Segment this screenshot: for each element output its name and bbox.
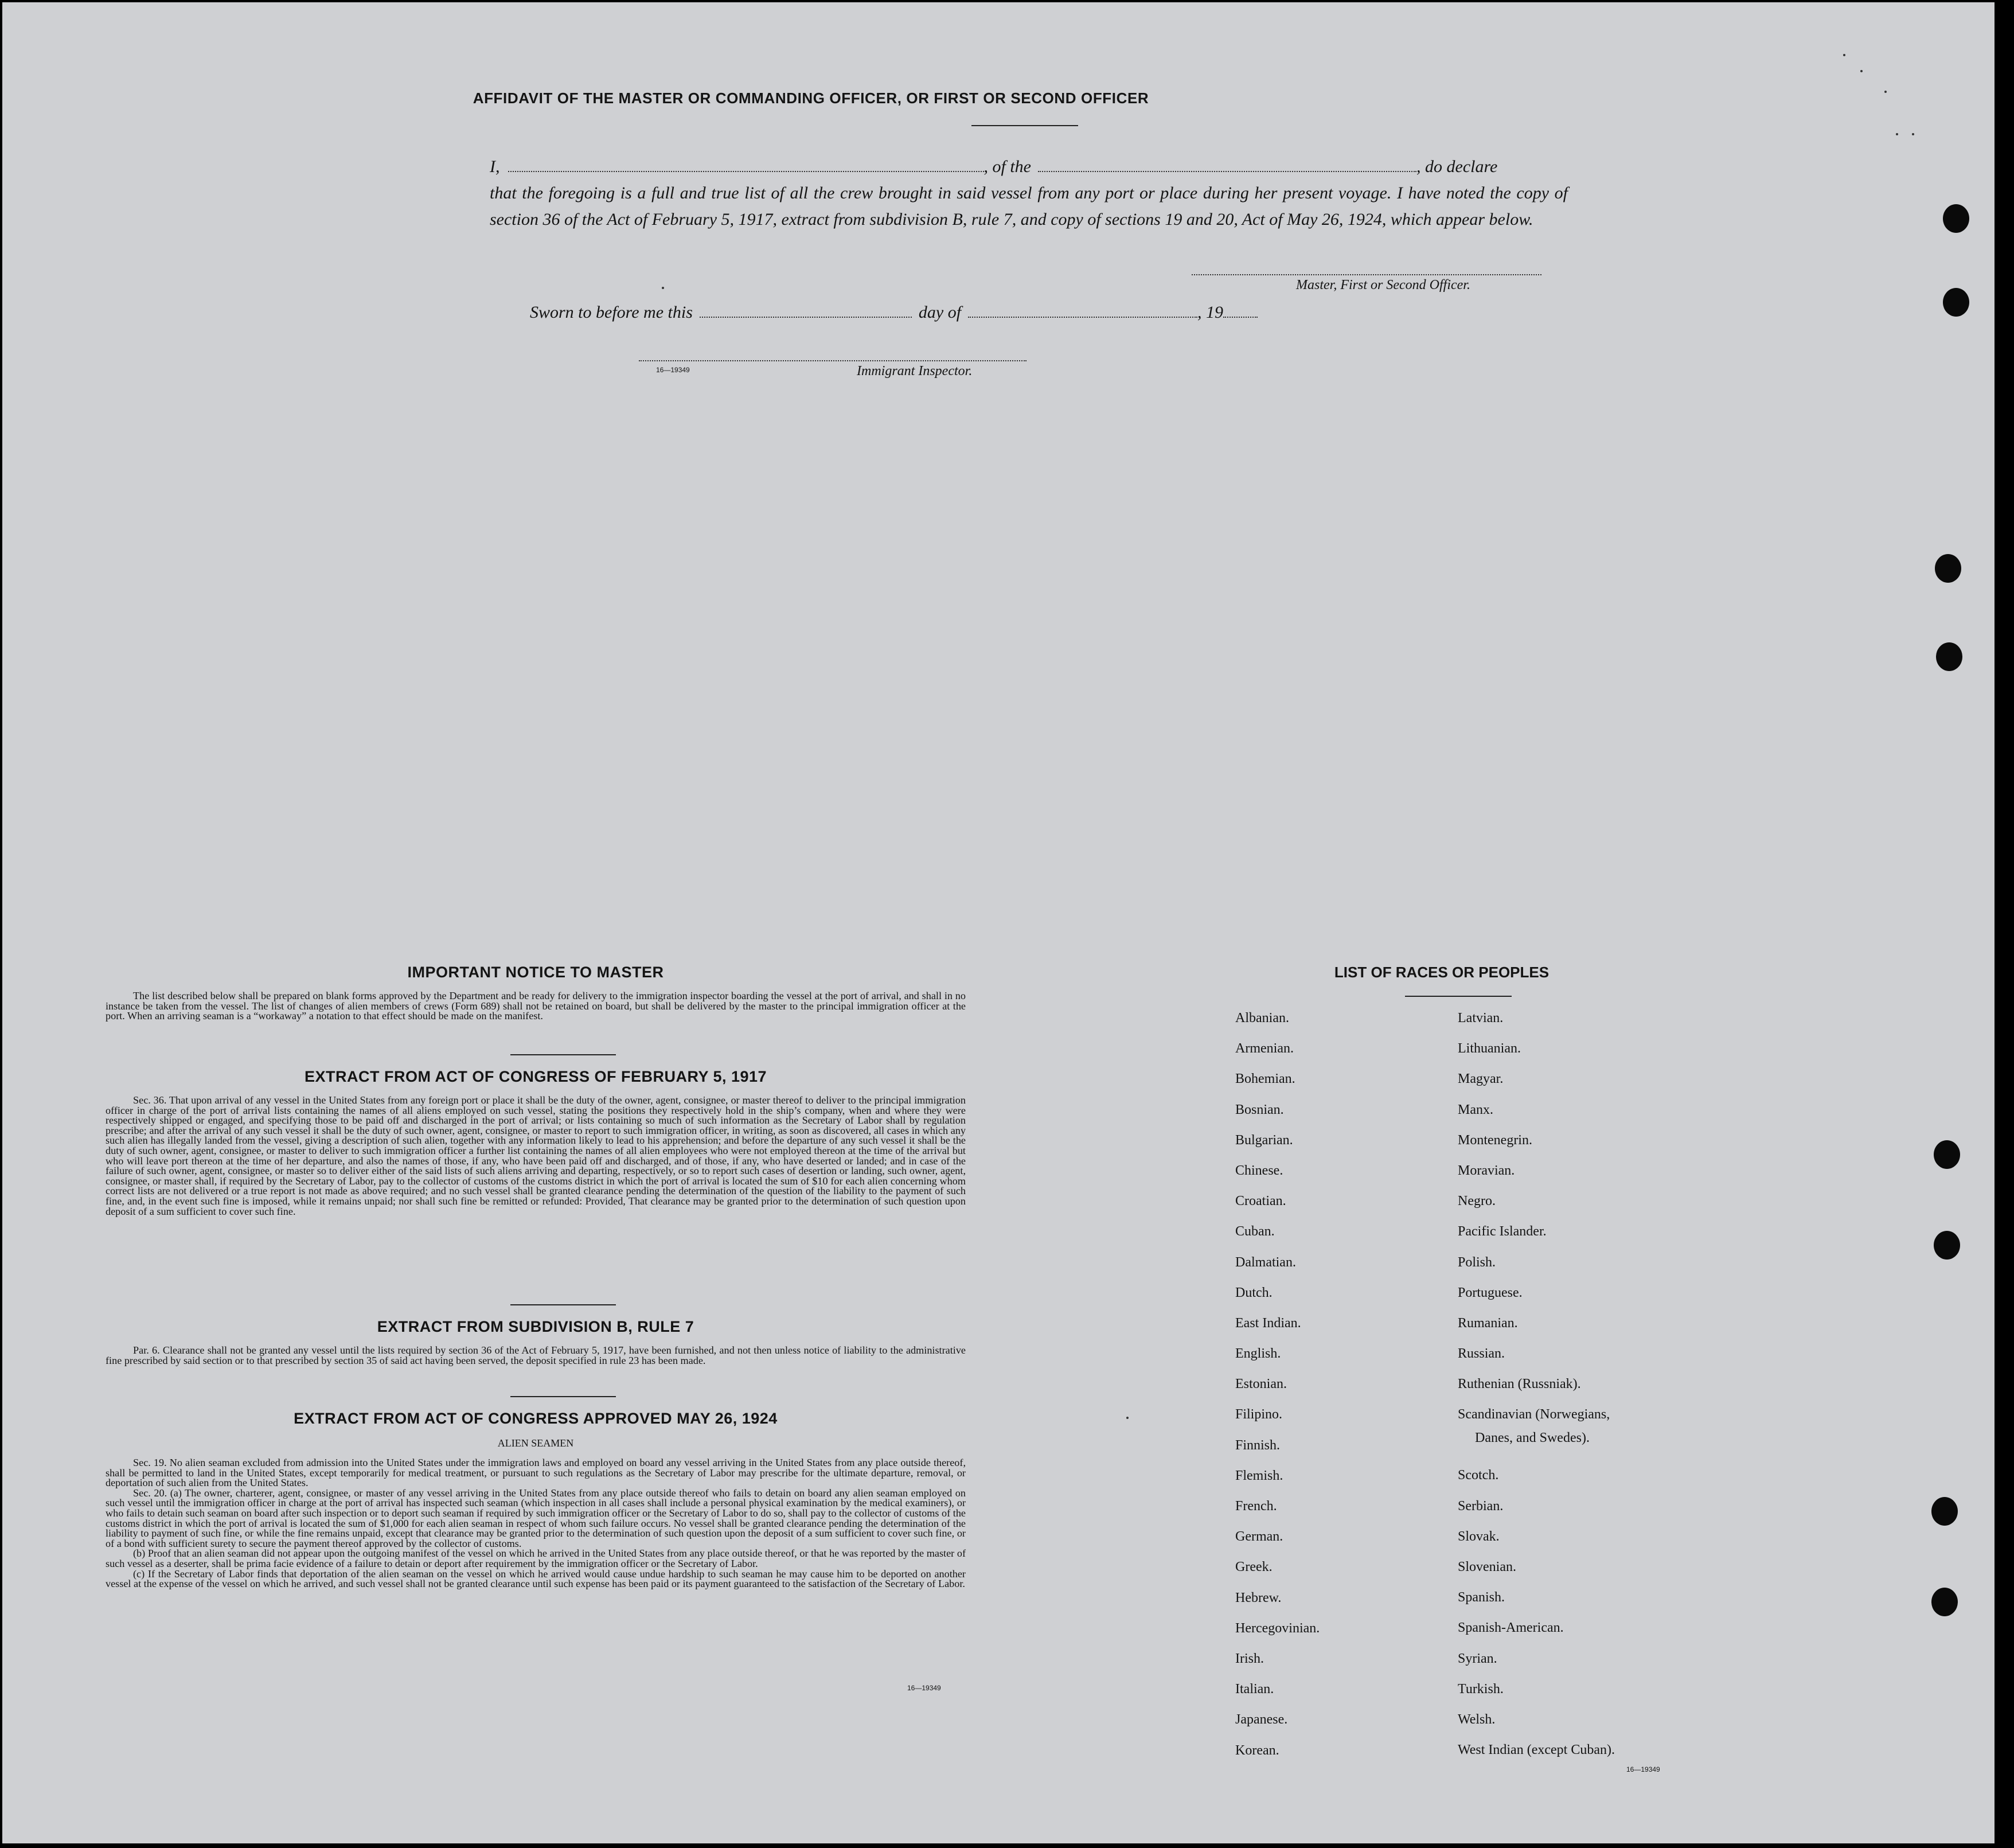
race-item: Latvian. (1458, 1011, 1504, 1026)
race-item: Croatian. (1235, 1194, 1286, 1209)
extract-1924-title: EXTRACT FROM ACT OF CONGRESS APPROVED MAY 26, 1924 (294, 1410, 778, 1427)
race-item: Filipino. (1235, 1407, 1283, 1422)
sworn-year-field[interactable] (1223, 304, 1258, 318)
punch-hole (1934, 1140, 1960, 1169)
extract-1917-title: EXTRACT FROM ACT OF CONGRESS OF FEBRUARY 5, 1917 (304, 1068, 767, 1085)
race-item: Korean. (1235, 1742, 1279, 1758)
extract-rule7-text: Par. 6. Clearance shall not be granted any vessel until the lists required by section 36 of the Act of February 5, 1917, have been furnished, and not then unless notice of liability to the administrative fine prescribed by said section or to that prescribed by section 35 of said act having been served, the deposit specified in rule 23 has been made. (106, 1344, 966, 1366)
race-item: Polish. (1458, 1254, 1496, 1270)
race-item: Manx. (1458, 1102, 1493, 1117)
race-item: French. (1235, 1499, 1277, 1514)
affidavit-body (490, 154, 1568, 233)
of-the-label: , of the (983, 157, 1031, 176)
speck (1896, 133, 1898, 135)
race-item: German. (1235, 1529, 1283, 1545)
race-item: Scandinavian (Norwegians, (1458, 1407, 1610, 1422)
extract-1917-text: Sec. 36. That upon arrival of any vessel in the United States from any foreign port or place it shall be the duty of the owner, agent, consignee, or master thereof to deliver to the principal immigration officer in charge of the port of arrival lists containing the names of all aliens employed on such vessel, stating the positions they respectively hold in the ship’s company, when and where they were respectively shipped or engaged, and specifying those to be paid off and discharged in the port of arrival; or lists containing so much of such information as the Secretary of Labor shall by regulation prescribe; and after the arrival of any such vessel it shall be the duty of such owner, agent, consignee, or master to report to such immigration officer, in writing, as soon as discovered, all cases in which any such alien has illegally landed from the vessel, giving a description of such alien, together with any information likely to lead to his apprehension; and before the departure of any such vessel it shall be the duty of such owner, agent, consignee, or master to deliver to such immigration officer a further list containing the names of all alien employees who were not employed thereon at the time of the arrival but who will leave port thereon at the time of her departure, and also the names of those, if any, who have been paid off and discharged, and of those, if any, who have deserted or landed; and in case of the failure of such owner, agent, consignee, or master so to deliver either of the said lists of such aliens arriving and departing, respectively, or so to report such cases of desertion or landing, such owner, agent, consignee, or master shall, if required by the Secretary of Labor, pay to the collector of customs of the customs district in which the port of arrival is located the sum of $10 for each alien concerning whom correct lists are not delivered or a true report is not made as above required; and no such vessel shall be granted clearance pending the determination of the question of the liability to the payment of such fine, and, in the event such fine is imposed, while it remains unpaid; nor shall such fine be remitted or refunded: Provided, That clearance may be granted prior to the determination of such question upon deposit of a sum sufficient to cover such fine. (106, 1094, 966, 1217)
race-item: Montenegrin. (1458, 1132, 1532, 1148)
sworn-line (530, 303, 1258, 322)
do-declare-label: , do declare (1416, 157, 1498, 176)
race-item: Chinese. (1235, 1163, 1283, 1178)
race-item: Finnish. (1235, 1437, 1281, 1453)
race-item: Hercegovinian. (1235, 1620, 1320, 1636)
year-label: , 19 (1197, 303, 1224, 322)
race-item: Greek. (1235, 1560, 1273, 1575)
section-divider (510, 1304, 616, 1305)
speck (1843, 54, 1845, 56)
race-item: Dutch. (1235, 1285, 1273, 1300)
sec20c-text: (c) If the Secretary of Labor finds that deportation of the alien seaman on the vessel on which he arrived would cause undue hardship to such seaman he may cause him to be deported on another vessel at the expense of the vessel on which he arrived, and such vessel shall not be granted clearance until such expense has been paid or its payment guaranteed to the satisfaction of the Secretary of Labor. (106, 1568, 966, 1590)
race-item: Moravian. (1458, 1163, 1515, 1178)
race-item: Negro. (1458, 1194, 1496, 1209)
race-item: Slovak. (1458, 1529, 1500, 1544)
race-item: East Indian. (1235, 1315, 1301, 1331)
race-item: Lithuanian. (1458, 1041, 1521, 1056)
section-divider (510, 1054, 616, 1055)
inspector-label: Immigrant Inspector. (857, 364, 973, 379)
race-item: Italian. (1235, 1682, 1274, 1697)
race-item: Welsh. (1458, 1711, 1496, 1727)
speck (1860, 70, 1863, 72)
race-item: Spanish. (1458, 1590, 1505, 1605)
day-of-label: day of (918, 303, 962, 322)
race-item: Irish. (1235, 1651, 1264, 1666)
punch-hole (1943, 288, 1969, 317)
race-item: Slovenian. (1458, 1560, 1516, 1574)
race-item: West Indian (except Cuban). (1458, 1742, 1615, 1758)
race-item: Estonian. (1235, 1377, 1287, 1392)
punch-hole (1934, 1231, 1960, 1260)
race-item: Bulgarian. (1235, 1132, 1293, 1148)
affidavit-title: AFFIDAVIT OF THE MASTER OR COMMANDING OFFICER, OR FIRST OR SECOND OFFICER (473, 89, 1149, 107)
race-item: Serbian. (1458, 1498, 1504, 1514)
race-item: Bosnian. (1235, 1102, 1284, 1117)
races-title: LIST OF RACES OR PEOPLES (1334, 964, 1549, 981)
race-item: Dalmatian. (1235, 1254, 1296, 1270)
race-item: Bohemian. (1235, 1071, 1295, 1087)
form-sheet (2, 2, 1995, 1843)
sec20b-text: (b) Proof that an alien seaman did not appear upon the outgoing manifest of the vessel on which he arrived in the United States from any place outside thereof, or that he was reported by the master of such vessel as a deserter, shall be prima facie evidence of a failure to detain or deport after requirement by the immigration officer or the Secretary of Labor. (106, 1547, 966, 1569)
race-item: Japanese. (1235, 1712, 1288, 1728)
name-field[interactable] (508, 158, 984, 172)
declaration-line (490, 154, 1568, 180)
races-column-1 (1235, 1009, 1320, 1772)
speck (1126, 1417, 1129, 1419)
scandinavian-continuation: Danes, and Swedes). (1475, 1430, 1590, 1445)
punch-hole (1931, 1588, 1958, 1616)
sec19-text: Sec. 19. No alien seaman excluded from admission into the United States under the immigration laws and employed on board any vessel arriving in the United States from any place outside thereof, shall be permitted to land in the United States, except temporarily for medical treatment, or pursuant to such regulations as the Secretary of Labor may prescribe for the ultimate departure, removal, or deportation of such alien from the United States. (106, 1457, 966, 1489)
master-signature-label: Master, First or Second Officer. (1296, 278, 1470, 293)
race-item: Cuban. (1235, 1224, 1275, 1239)
races-title-divider (1405, 996, 1512, 997)
punch-hole (1935, 554, 1961, 583)
speck (1884, 91, 1887, 93)
speck (662, 287, 664, 289)
race-item: Flemish. (1235, 1468, 1283, 1483)
race-item: Scotch. (1458, 1468, 1499, 1483)
races-column-2 (1458, 1009, 1615, 1772)
master-signature-line[interactable] (1192, 274, 1541, 275)
race-item: Armenian. (1235, 1041, 1294, 1056)
sworn-month-field[interactable] (968, 304, 1197, 318)
race-item: Ruthenian (Russniak). (1458, 1377, 1581, 1392)
sec20a-text: Sec. 20. (a) The owner, charterer, agent, consignee, or master of any vessel arriving in the United States from any place outside thereof who fails to detain on board any alien seaman employed on such vessel until the immigration officer in charge at the port of arrival has inspected such seaman (which inspection in all cases shall include a personal physical examination by the medical examiners), or who fails to detain such seaman on board after such inspection or to deport such seaman if required by such immigration officer or the Secretary of Labor to do so, shall pay to the collector of customs of the customs district in which the port of arrival is located the sum of $1,000 for each alien seaman in respect of whom such failure occurs. No vessel shall be granted clearance pending the determination of the liability to payment of such fine, or while the fine remains unpaid, except that clearance may be granted prior to the determination of such question upon the deposit of a sum sufficient to cover such fine, or of a bond with sufficient surety to secure the payment thereof approved by the collector of customs. (106, 1487, 966, 1549)
title-divider (971, 125, 1078, 126)
section-divider (510, 1396, 616, 1397)
form-code: 16—19349 (907, 1684, 941, 1692)
race-item: Turkish. (1458, 1681, 1504, 1697)
speck (1912, 133, 1914, 135)
vessel-field[interactable] (1038, 158, 1416, 172)
race-item: Rumanian. (1458, 1315, 1518, 1331)
race-item: Pacific Islander. (1458, 1224, 1547, 1239)
punch-hole (1943, 204, 1969, 233)
notice-title: IMPORTANT NOTICE TO MASTER (407, 964, 664, 981)
alien-seamen-subtitle: ALIEN SEAMEN (497, 1437, 574, 1449)
race-item: Russian. (1458, 1346, 1505, 1362)
extract-1924-text (106, 1458, 966, 1589)
punch-hole (1931, 1497, 1958, 1526)
inspector-signature-line[interactable] (639, 360, 1026, 361)
sworn-day-field[interactable] (700, 304, 912, 318)
notice-text: The list described below shall be prepared on blank forms approved by the Department and be ready for delivery to the immigration inspector boarding the vessel at the port of arrival, and shall in no instance be taken from the vessel. The list of changes of alien members of crews (Form 689) shall not be retained on board, but shall be delivered by the master to the principal immigration officer at the port. When an arriving seaman is a “workaway” a notation to that effect should be made on the manifest. (106, 990, 966, 1022)
race-item: Albanian. (1235, 1011, 1289, 1026)
sworn-label: Sworn to before me this (530, 303, 693, 322)
extract-rule7-title: EXTRACT FROM SUBDIVISION B, RULE 7 (377, 1318, 694, 1335)
form-code: 16—19349 (656, 366, 690, 374)
form-code: 16—19349 (1626, 1765, 1660, 1773)
race-item: English. (1235, 1346, 1281, 1362)
declaration-text: that the foregoing is a full and true list of all the crew brought in said vessel from any port or place during her present voyage. I have noted the copy of section 36 of the Act of February 5, 1917, extract from subdivision B, rule 7, and copy of sections 19 and 20, Act of May 26, 1924, which appear below. (490, 184, 1568, 229)
i-label: I, (490, 157, 500, 176)
race-item: Magyar. (1458, 1071, 1504, 1087)
race-item: Spanish-American. (1458, 1620, 1564, 1636)
race-item: Portuguese. (1458, 1285, 1523, 1300)
race-item: Hebrew. (1235, 1590, 1282, 1605)
punch-hole (1936, 642, 1962, 671)
race-item: Syrian. (1458, 1651, 1497, 1666)
